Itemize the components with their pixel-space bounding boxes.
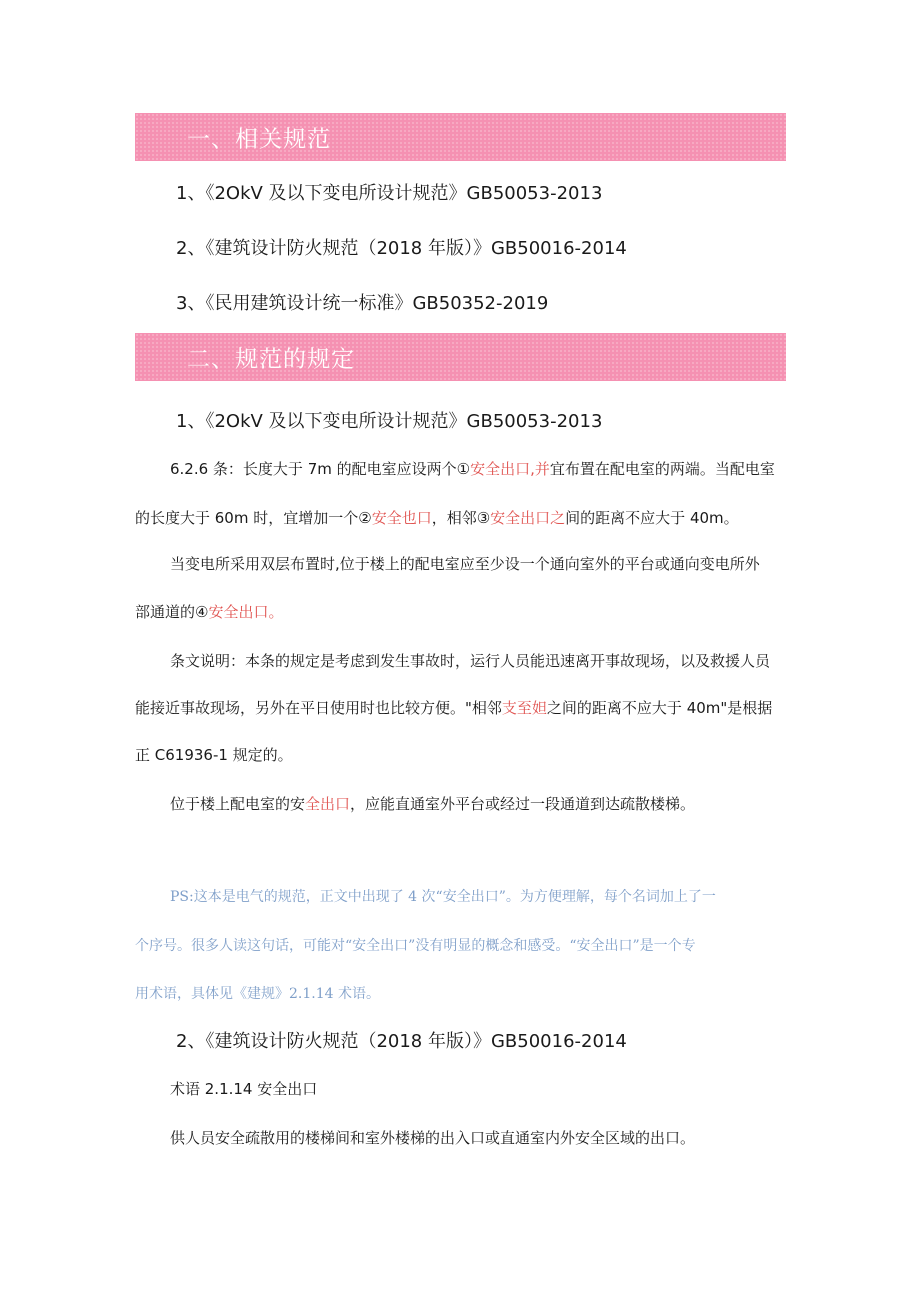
para3-line1: 条文说明：本条的规定是考虑到发生事故时，运行人员能迅速离开事故现场，以及救援人员: [170, 652, 771, 670]
section-title: 二、规范的规定: [187, 346, 355, 373]
term-title: 术语 2.1.14 安全出口: [170, 1080, 318, 1098]
text: 6.2.6 条：长度大于 7m 的配电室应设两个①: [170, 460, 471, 478]
highlight-term: 安全出口。: [208, 603, 284, 621]
text: 宜布置在配电室的两端。当配电室: [549, 460, 775, 478]
para1-line1: [170, 458, 775, 479]
text: 能接近事故现场，另外在平日使用时也比较方便。"相邻: [135, 699, 502, 717]
highlight-term: 安全出口,并: [470, 460, 550, 478]
text: ，应能直通室外平台或经过一段通道到达疏散楼梯。: [350, 795, 696, 813]
text: ，相邻③: [431, 509, 491, 527]
text: 间的距离不应大于 40m。: [565, 509, 739, 527]
para2-line2: [135, 601, 283, 622]
spec-title-2: 2、《建筑设计防火规范（2018 年版）》GB50016-2014: [176, 1031, 627, 1052]
para1-line2: [135, 507, 739, 528]
ref-item-1: 1、《2OkV 及以下变电所设计规范》GB50053-2013: [176, 183, 603, 204]
section-header-related-specs: [135, 113, 786, 161]
text: 之间的距离不应大于 40m"是根据: [546, 699, 773, 717]
highlight-term: 全出口: [305, 795, 351, 813]
term-definition: 供人员安全疏散用的楼梯间和室外楼梯的出入口或直通室内外安全区域的出口。: [170, 1129, 696, 1147]
highlight-term: 安全出口之: [490, 509, 566, 527]
ref-item-2: 2、《建筑设计防火规范（2018 年版）》GB50016-2014: [176, 238, 627, 259]
highlight-term: 支至妲: [501, 699, 547, 717]
ps-note-line1: PS:这本是电气的规范，正文中出现了 4 次“安全出口”。为方便理解，每个名词加上了一: [170, 889, 716, 905]
text: 的长度大于 60m 时，宜增加一个②: [135, 509, 372, 527]
ref-item-3: 3、《民用建筑设计统一标准》GB50352-2019: [176, 293, 549, 314]
para4-line1: [170, 793, 695, 814]
para2-line1: 当变电所采用双层布置时,位于楼上的配电室应至少设一个通向室外的平台或通向变电所外: [170, 555, 760, 573]
section-title: 一、相关规范: [187, 126, 331, 153]
text: 位于楼上配电室的安: [170, 795, 306, 813]
spec-title-1: 1、《2OkV 及以下变电所设计规范》GB50053-2013: [176, 411, 603, 432]
ps-note-line2: 个序号。很多人读这句话，可能对“安全出口”没有明显的概念和感受。“安全出口”是一个专: [135, 938, 696, 954]
text: 部通道的④: [135, 603, 209, 621]
highlight-term: 安全也口: [371, 509, 432, 527]
para3-line2: [135, 697, 772, 718]
para3-line3: 正 C61936-1 规定的。: [135, 746, 293, 764]
section-header-spec-provisions: [135, 333, 786, 381]
ps-note-line3: 用术语，具体见《建规》2.1.14 术语。: [135, 986, 380, 1002]
